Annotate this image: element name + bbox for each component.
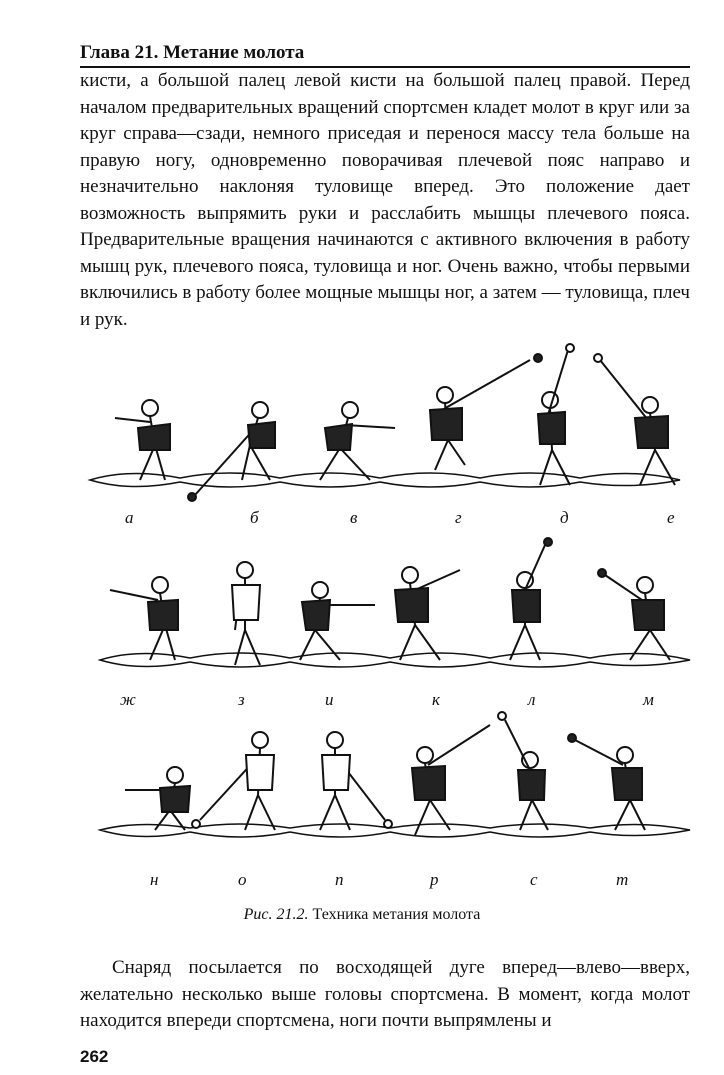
label-g: г — [455, 508, 462, 527]
row-1-illustration — [70, 340, 700, 530]
label-n: н — [150, 870, 159, 889]
label-s: с — [530, 870, 538, 889]
label-zh: ж — [120, 690, 136, 709]
label-t: т — [616, 870, 629, 889]
figure-row-1 — [70, 340, 700, 530]
chapter-header — [80, 42, 690, 68]
label-d: д — [560, 508, 569, 527]
figure-row-2 — [70, 530, 700, 720]
label-o: о — [238, 870, 247, 889]
label-v: в — [350, 508, 358, 527]
row-2-illustration — [70, 530, 700, 720]
paragraph-2: Снаряд посылается по восходящей дуге вперед—влево—вверх, желательно несколько выше головы спортсмена. В момент, когда молот находится впереди спортсмена, ноги почти выпрямлены и — [80, 957, 690, 1031]
label-p: п — [335, 870, 344, 889]
figure-row-3 — [70, 700, 700, 890]
page-number: 262 — [80, 1047, 109, 1066]
paragraph-1: кисти, а большой палец левой кисти на большой палец правой. Перед началом предварительных вращений спортсмен кладет молот в круг или за круг справа—сзади, немного приседая и перенося массу тела больше на правую ногу, одновременно поворачивая плечевой пояс направо и незначительно наклоняя туловище вперед. Это положение дает возможность выпрямить руки и расслабить мышцы плечевого пояса. Предварительные вращения начинаются с активного включения в работу мышц рук, плечевого пояса, туловища и ног. Очень важно, чтобы первыми включились в работу более мощные мышцы ног, а затем — туловища, плеч и рук. — [80, 70, 690, 330]
chapter-title: Глава 21. Метание молота — [80, 42, 305, 63]
label-i: и — [325, 690, 334, 709]
label-b: б — [250, 508, 259, 527]
row-3-illustration — [70, 700, 700, 890]
caption-text: Техника метания молота — [312, 906, 481, 923]
label-k: к — [432, 690, 440, 709]
label-r: р — [430, 870, 439, 889]
label-l: л — [528, 690, 536, 709]
caption-prefix: Рис. 21.2. — [243, 906, 309, 923]
label-e: е — [667, 508, 675, 527]
figure-caption — [0, 906, 724, 924]
label-a: а — [125, 508, 134, 527]
hammer-throw-figure — [70, 330, 700, 900]
label-z: з — [238, 690, 245, 709]
label-m: м — [643, 690, 654, 709]
